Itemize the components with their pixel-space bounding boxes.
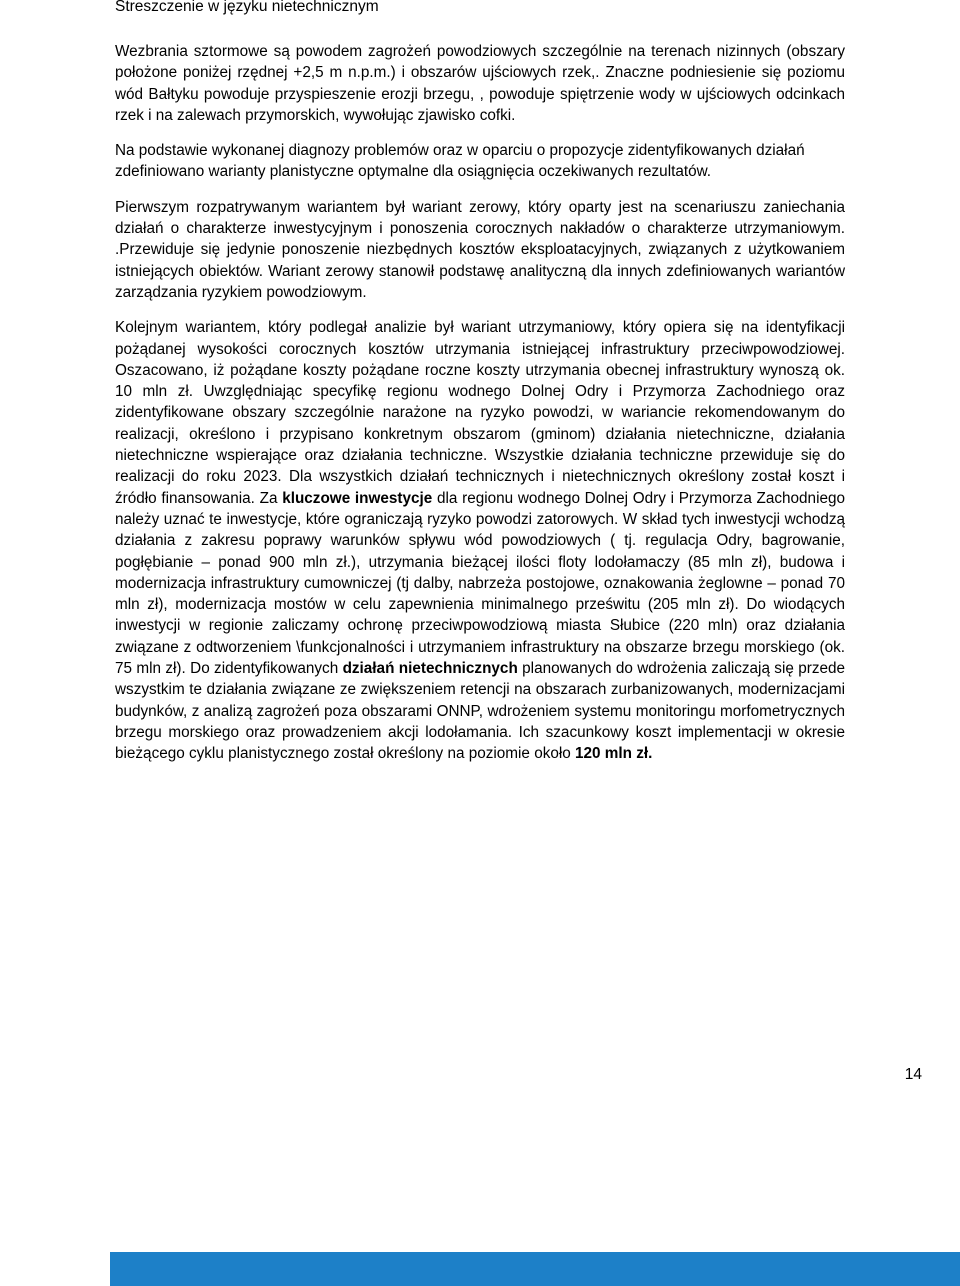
page-number: 14 bbox=[904, 1066, 922, 1083]
paragraph-storm-surges: Wezbrania sztormowe są powodem zagrożeń powodziowych szczególnie na terenach nizinnych (obszary położone poniżej rzędnej +2,5 m n.p.m.) i obszarów ujściowych rzek,. Znaczne podniesienie się poziomu wód Bałtyku powoduje przyspieszenie erozji brzegu, , powoduje spiętrzenie wody w ujściowych odcinkach rzek i na zalewach przymorskich, wywołując zjawisko cofki. bbox=[115, 43, 845, 124]
total-cost-emphasis: 120 mln zł. bbox=[575, 745, 653, 763]
key-investments-emphasis: kluczowe inwestycje bbox=[282, 489, 433, 507]
footer-band bbox=[110, 1252, 960, 1286]
document-body bbox=[115, 41, 845, 779]
paragraph-text: Kolejnym wariantem, który podlegał analizie był wariant utrzymaniowy, który opiera się na identyfikacji pożądanej wysokości corocznych kosztów utrzymania istniejącej infrastruktury przeciwpowodziowej. Oszacowano, iż pożądane koszty pożądane roczne koszty utrzymania obecnej infrastruktury wynoszą ok. 10 mln zł. Uwzględniając specyfikę regionu wodnego Dolnej Odry i Przymorza Zachodniego oraz zidentyfikowane obszary szczególnie narażone na ryzyko powodzi, w wariancie rekomendowanym do realizacji, określono i przypisano konkretnym obszarom (gminom) działania nietechniczne, działania nietechniczne wspierające oraz działania techniczne. Wszystkie działania techniczne przewiduje się do realizacji do roku 2023. Dla wszystkich działań technicznych i nietechnicznych określony został koszt i źródło finansowania. Za bbox=[115, 319, 845, 507]
paragraph-text: planowanych do wdrożenia zaliczają się przede wszystkim te działania związane ze zwiększeniem retencji na obszarach zurbanizowanych, modernizacjami budynków, z analizą zagrożeń poza obszarami ONNP, wdrożeniem systemu monitoringu morfometrycznych brzegu morskiego oraz prowadzeniem akcji lodołamania. Ich szacunkowy koszt implementacji w okresie bieżącego cyklu planistycznego został określony na poziomie około bbox=[115, 660, 845, 763]
paragraph-text: dla regionu wodnego Dolnej Odry i Przymorza Zachodniego należy uznać te inwestycje, które ograniczają ryzyko powodzi zatorowych. W skład tych inwestycji wchodzą działania z zakresu poprawy warunków spływu wód powodziowych ( tj. regulacja Odry, bagrowanie, pogłębianie – ponad 900 mln zł.), utrzymania bieżącej ilości floty lodołamaczy (85 mln zł), budowa i modernizacja infrastruktury cumowniczej (tj dalby, nabrzeża postojowe, oznakowania żeglowne – ponad 70 mln zł), modernizacja mostów w celu zapewnienia minimalnego prześwitu (205 mln zł). Do wiodących inwestycji w regionie zaliczamy ochronę przeciwpowodziową miasta Słubice (220 mln) oraz działania związane z odtworzeniem \funkcjonalności i utrzymaniem infrastruktury na obszarze brzegu morskiego (ok. 75 mln zł). Do zidentyfikowanych bbox=[115, 489, 845, 678]
paragraph-maintenance-variant bbox=[115, 317, 845, 764]
non-technical-actions-emphasis: działań nietechnicznych bbox=[342, 660, 518, 678]
paragraph-planning-variants: Na podstawie wykonanej diagnozy problemów oraz w oparciu o propozycje zidentyfikowanych działań zdefiniowano warianty planistyczne optymalne dla osiągnięcia oczekiwanych rezultatów. bbox=[115, 142, 805, 181]
running-header: Streszczenie w języku nietechnicznym bbox=[115, 0, 379, 15]
paragraph-zero-variant: Pierwszym rozpatrywanym wariantem był wariant zerowy, który oparty jest na scenariuszu zaniechania działań o charakterze inwestycyjnym i ponoszenia corocznych nakładów o charakterze utrzymaniowym. .Przewiduje się jedynie ponoszenie niezbędnych kosztów eksploatacyjnych, związanych z użytkowaniem istniejących obiektów. Wariant zerowy stanowił podstawę analityczną dla innych zdefiniowanych wariantów zarządzania ryzykiem powodziowym. bbox=[115, 198, 845, 301]
